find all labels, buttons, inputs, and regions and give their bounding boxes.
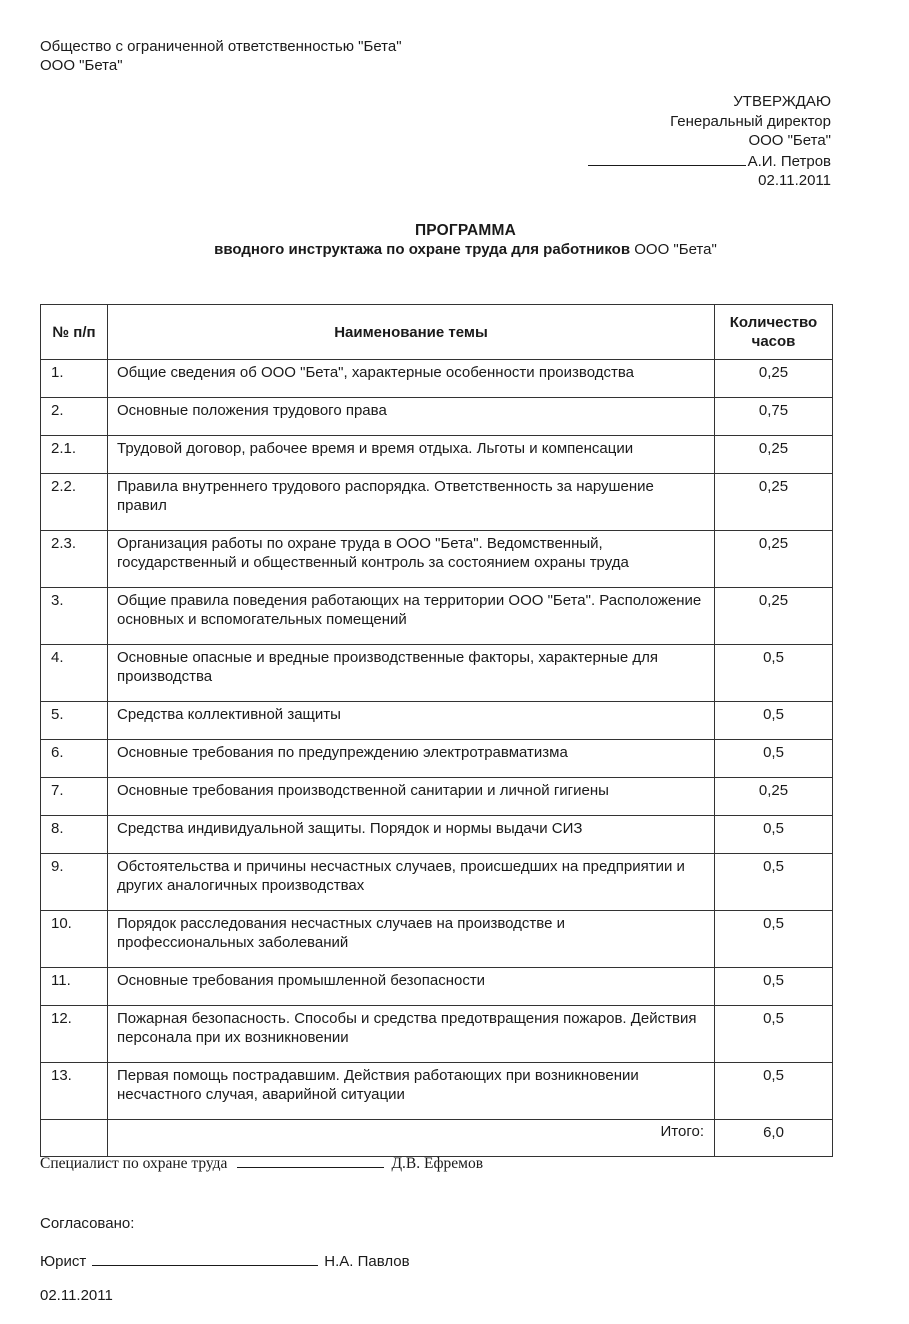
row-hours: 0,25 — [715, 778, 833, 816]
row-topic: Обстоятельства и причины несчастных случаев, происшедших на предприятии и других аналогичных производствах — [108, 854, 715, 911]
lawyer-role: Юрист — [40, 1253, 87, 1270]
row-topic: Порядок расследования несчастных случаев на производстве и профессиональных заболеваний — [108, 911, 715, 968]
row-topic: Основные положения трудового права — [108, 398, 715, 436]
total-value: 6,0 — [715, 1120, 833, 1157]
row-hours: 0,5 — [715, 816, 833, 854]
lawyer-signature — [40, 1250, 410, 1270]
header-hours-line1: Количество — [729, 314, 818, 331]
header-topic: Наименование темы — [108, 305, 715, 360]
row-topic: Основные требования промышленной безопасности — [108, 968, 715, 1006]
row-hours: 0,75 — [715, 398, 833, 436]
row-number: 13. — [41, 1063, 108, 1120]
table-row — [41, 1006, 833, 1063]
header-hours-line2: часов — [751, 333, 796, 350]
row-hours: 0,5 — [715, 1063, 833, 1120]
row-number: 12. — [41, 1006, 108, 1063]
approval-heading: УТВЕРЖДАЮ — [733, 93, 831, 110]
row-number: 9. — [41, 854, 108, 911]
specialist-label: Специалист по охране труда — [40, 1155, 228, 1172]
specialist-name: Д.В. Ефремов — [391, 1155, 484, 1172]
lawyer-signature-blank — [92, 1250, 318, 1266]
row-number: 2.2. — [41, 474, 108, 531]
row-topic: Общие правила поведения работающих на территории ООО "Бета". Расположение основных и вспомогательных помещений — [108, 588, 715, 645]
row-hours: 0,5 — [715, 1006, 833, 1063]
row-number: 7. — [41, 778, 108, 816]
specialist-signature-blank — [237, 1152, 384, 1168]
row-number: 2. — [41, 398, 108, 436]
agreement-label: Согласовано: — [40, 1215, 135, 1232]
row-hours: 0,25 — [715, 474, 833, 531]
row-number: 6. — [41, 740, 108, 778]
approval-position: Генеральный директор — [670, 112, 831, 130]
row-number: 3. — [41, 588, 108, 645]
total-row — [41, 1120, 833, 1157]
row-hours: 0,5 — [715, 968, 833, 1006]
table-row — [41, 398, 833, 436]
signature-blank — [588, 151, 746, 166]
row-hours: 0,25 — [715, 436, 833, 474]
row-topic: Средства индивидуальной защиты. Порядок и нормы выдачи СИЗ — [108, 816, 715, 854]
row-topic: Основные требования производственной санитарии и личной гигиены — [108, 778, 715, 816]
agreement-date: 02.11.2011 — [40, 1287, 113, 1304]
row-number: 11. — [41, 968, 108, 1006]
row-topic: Основные требования по предупреждению электротравматизма — [108, 740, 715, 778]
row-topic: Общие сведения об ООО "Бета", характерные особенности производства — [108, 360, 715, 398]
approval-block — [588, 92, 831, 191]
row-topic: Средства коллективной защиты — [108, 702, 715, 740]
row-number: 5. — [41, 702, 108, 740]
row-topic: Основные опасные и вредные производственные факторы, характерные для производства — [108, 645, 715, 702]
table-row — [41, 816, 833, 854]
approval-company: ООО "Бета" — [748, 132, 831, 149]
title-main: ПРОГРАММА — [414, 222, 517, 239]
row-topic: Первая помощь пострадавшим. Действия работающих при возникновении несчастного случая, аварийной ситуации — [108, 1063, 715, 1120]
organization-full-name: Общество с ограниченной ответственностью "Бета" — [40, 38, 402, 55]
table-row — [41, 531, 833, 588]
specialist-signature — [40, 1152, 483, 1173]
row-number: 10. — [41, 911, 108, 968]
row-number: 2.1. — [41, 436, 108, 474]
table-row — [41, 702, 833, 740]
table-row — [41, 740, 833, 778]
total-empty-cell — [41, 1120, 108, 1157]
table-row — [41, 854, 833, 911]
approval-signature-line — [588, 151, 831, 172]
table-header-row — [41, 305, 833, 360]
header-number: № п/п — [41, 305, 108, 360]
row-hours: 0,5 — [715, 740, 833, 778]
row-number: 4. — [41, 645, 108, 702]
row-topic: Организация работы по охране труда в ООО "Бета". Ведомственный, государственный и общественный контроль за состоянием охраны труда — [108, 531, 715, 588]
row-topic: Правила внутреннего трудового распорядка. Ответственность за нарушение правил — [108, 474, 715, 531]
row-hours: 0,5 — [715, 645, 833, 702]
table-row — [41, 436, 833, 474]
subtitle-plain: ООО "Бета" — [634, 241, 717, 258]
table-row — [41, 474, 833, 531]
header-hours — [715, 305, 833, 360]
row-topic: Трудовой договор, рабочее время и время отдыха. Льготы и компенсации — [108, 436, 715, 474]
row-number: 8. — [41, 816, 108, 854]
title-subtitle — [0, 240, 909, 259]
table-row — [41, 645, 833, 702]
document-title — [0, 221, 909, 259]
row-number: 1. — [41, 360, 108, 398]
approval-signatory: А.И. Петров — [747, 152, 831, 170]
row-topic: Пожарная безопасность. Способы и средства предотвращения пожаров. Действия персонала при их возникновении — [108, 1006, 715, 1063]
lawyer-name: Н.А. Павлов — [324, 1253, 410, 1270]
approval-date: 02.11.2011 — [758, 172, 831, 189]
row-hours: 0,25 — [715, 360, 833, 398]
organization-short-name: ООО "Бета" — [40, 57, 123, 74]
program-table — [40, 304, 833, 1157]
subtitle-bold: вводного инструктажа по охране труда для работников — [214, 241, 631, 258]
row-hours: 0,25 — [715, 588, 833, 645]
table-row — [41, 778, 833, 816]
table-row — [41, 588, 833, 645]
row-hours: 0,5 — [715, 911, 833, 968]
table-row — [41, 968, 833, 1006]
table-row — [41, 911, 833, 968]
row-hours: 0,25 — [715, 531, 833, 588]
table-row — [41, 360, 833, 398]
row-hours: 0,5 — [715, 854, 833, 911]
row-hours: 0,5 — [715, 702, 833, 740]
row-number: 2.3. — [41, 531, 108, 588]
total-label: Итого: — [108, 1120, 715, 1157]
table-row — [41, 1063, 833, 1120]
